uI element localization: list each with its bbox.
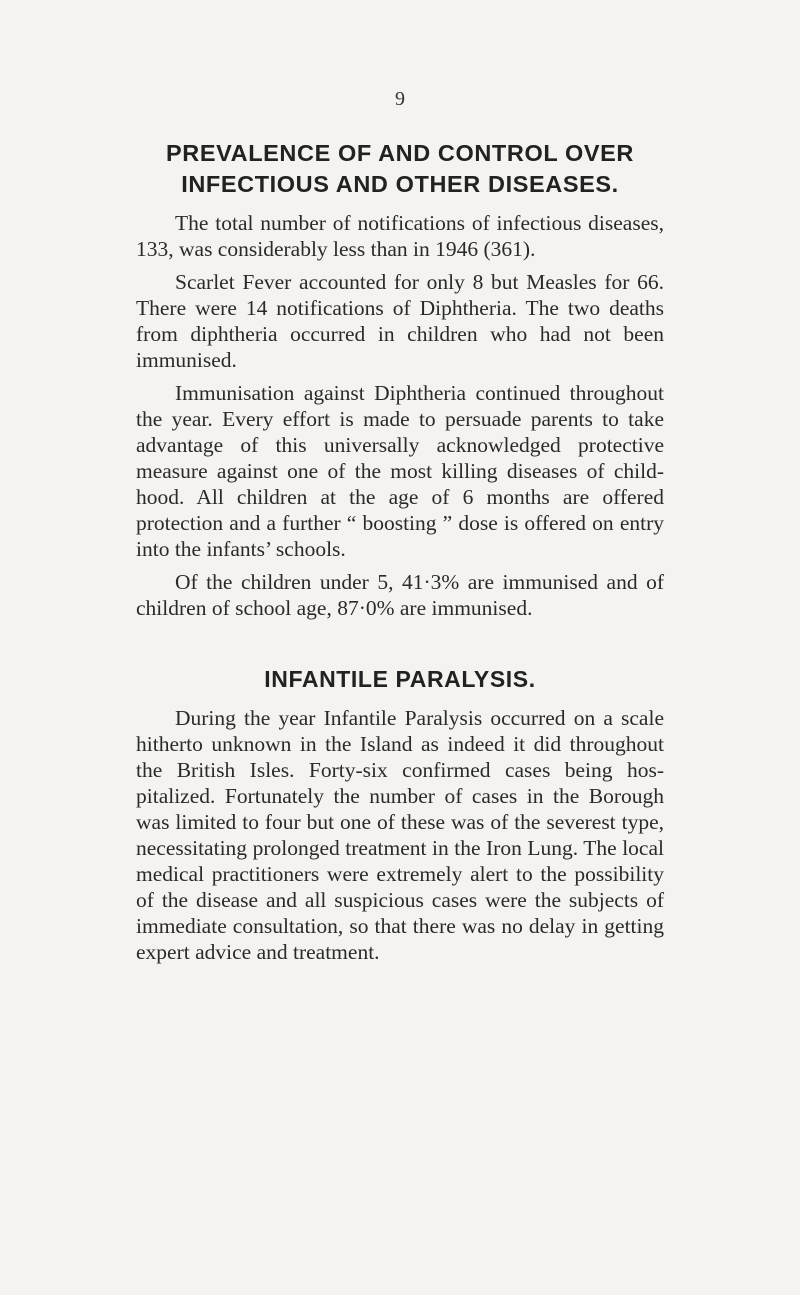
paragraph-immunisation: Immunisation against Diphtheria continued throughout the year. Every effort is made to persuade parents to take advantage of this universally acknowledged protective measure against one of the most killing diseases of child-hood. All children at the age of 6 months are offered protection and a further “ boosting ” dose is offered on entry into the infants’ schools.	[136, 381, 664, 561]
paragraph-infantile-paralysis: During the year Infantile Paralysis occurred on a scale hitherto unknown in the Island as indeed it did throughout the British Isles. Forty-six confirmed cases being hos-pitalized. Fortunately the number of cases in the Borough was limited to four but one of these was of the severest type, necessitating prolonged treatment in the Iron Lung. The local medical practitioners were extremely alert to the possibility of the disease and all suspicious cases were the subjects of immediate consultation, so that there was no delay in getting expert advice and treatment.	[136, 706, 664, 964]
page-content	[136, 138, 664, 965]
paragraph-immunised-children: Of the children under 5, 41·3% are immunised and of children of school age, 87·0% are immunised.	[136, 570, 664, 620]
section-heading-infantile-paralysis: INFANTILE PARALYSIS.	[264, 666, 536, 692]
paragraph-notifications: The total number of notifications of infectious diseases, 133, was considerably less than in 1946 (361).	[136, 211, 664, 261]
page-number: 9	[395, 88, 405, 110]
paragraph-scarlet-fever: Scarlet Fever accounted for only 8 but Measles for 66. There were 14 notifications of Diphtheria. The two deaths from diphtheria occurred in children who had not been immunised.	[136, 270, 664, 372]
section-heading-prevalence: PREVALENCE OF AND CONTROL OVER INFECTIOUS AND OTHER DISEASES.	[165, 140, 634, 197]
